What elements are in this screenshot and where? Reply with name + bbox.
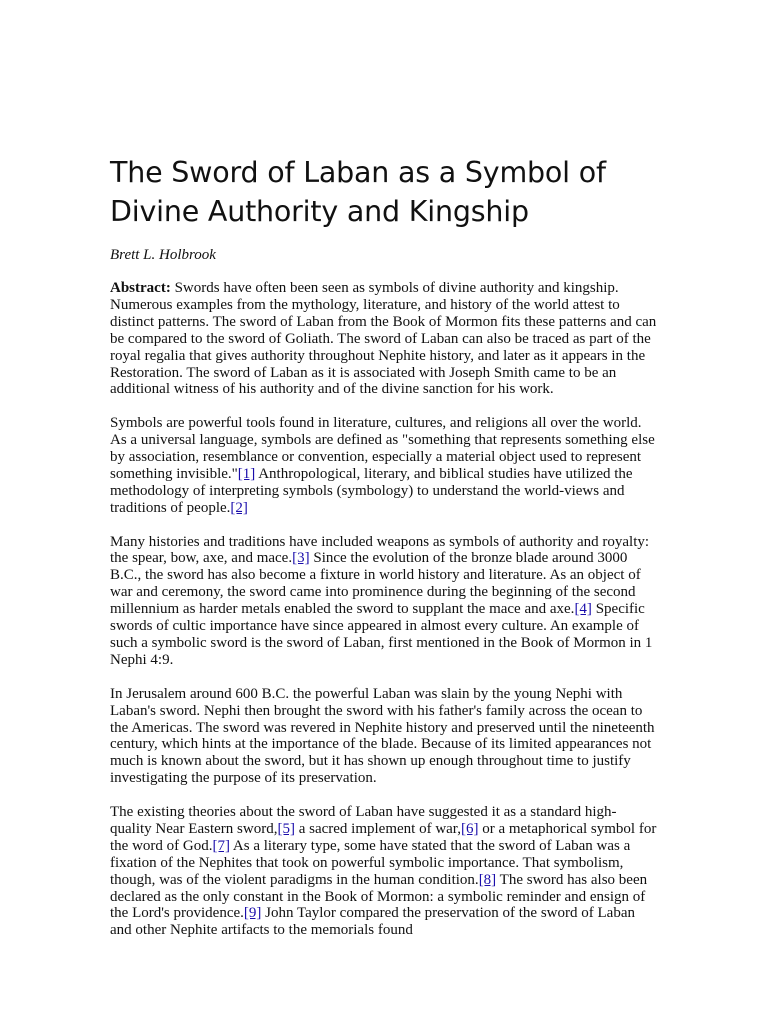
abstract-label: Abstract: (110, 280, 171, 296)
body-paragraph-3 (110, 686, 658, 787)
footnote-link-5[interactable]: [5] (277, 820, 295, 837)
abstract-text: Swords have often been seen as symbols of divine authority and kingship. Numerous examples from the mythology, literature, and history of the world attest to distinct patterns. The sword of Laban from the Book of Mormon fits these patterns and can be compared to the sword of Goliath. The sword of Laban can also be traced as part of the royal regalia that gives authority throughout Nephite history, and later as it appears in the Restoration. The sword of Laban as it is associated with Joseph Smith came to be an additional witness of his authority and of the divine sanction for his work. (110, 280, 657, 398)
footnote-link-9[interactable]: [9] (243, 905, 262, 922)
paragraph-text: The sword has also been declared as the only constant in the Book of Mormon: a symbolic reminder and ensign of the Lord's providence. (110, 871, 648, 922)
footnote-link-8[interactable]: [8] (478, 871, 497, 888)
footnote-link-2[interactable]: [2] (230, 499, 248, 516)
abstract-paragraph (110, 280, 658, 398)
paragraph-text: a sacred implement of war, (294, 820, 461, 837)
footnote-link-4[interactable]: [4] (574, 601, 592, 618)
paragraph-text: John Taylor compared the preservation of the sword of Laban and other Nephite artifacts to the memorials found (110, 905, 635, 939)
footnote-link-6[interactable]: [6] (460, 820, 479, 837)
body-paragraph-2 (110, 534, 658, 669)
paragraph-text: Specific swords of cultic importance have since appeared in almost every culture. An example of such a symbolic sword is the sword of Laban, first mentioned in the Book of Mormon in 1 Nephi 4:9. (110, 601, 653, 668)
paragraph-text: or a metaphorical symbol for the word of God. (110, 820, 657, 854)
author-name: Brett L. Holbrook (110, 247, 216, 263)
footnote-link-7[interactable]: [7] (212, 837, 230, 854)
paragraph-text: The existing theories about the sword of Laban have suggested it as a standard high-quality Near Eastern sword, (110, 804, 617, 837)
footnote-link-3[interactable]: [3] (292, 550, 310, 567)
footnote-link-1[interactable]: [1] (237, 465, 256, 482)
body-paragraph-1 (110, 415, 658, 516)
paragraph-text: Many histories and traditions have included weapons as symbols of authority and royalty: the spear, bow, axe, and mace. (110, 533, 650, 567)
paragraph-text: As a literary type, some have stated that the sword of Laban was a fixation of the Nephites that took on powerful symbolic importance. That symbolism, though, was of the violent paradigms in the human condition. (110, 837, 631, 888)
paragraph-text: In Jerusalem around 600 B.C. the powerful Laban was slain by the young Nephi with Laban's sword. Nephi then brought the sword with his father's family across the ocean to the Americas. The sword was revered in Nephite history and preserved until the nineteenth century, which hints at the importance of the blade. Because of its limited appearances not much is known about the sword, but it has shown up enough throughout time to justify investigating the purpose of its preservation. (110, 685, 655, 787)
document-title: The Sword of Laban as a Symbol of Divine Authority and Kingship (110, 156, 606, 228)
document-page (110, 0, 658, 1024)
paragraph-text: Since the evolution of the bronze blade around 3000 B.C., the sword has also become a fixture in world history and literature. As an object of war and ceremony, the sword came into prominence during the beginning of the second millennium as harder metals enabled the sword to supplant the mace and axe. (110, 550, 641, 618)
body-paragraph-4 (110, 804, 658, 939)
document-body (110, 280, 658, 956)
paragraph-text: Anthropological, literary, and biblical studies have utilized the methodology of interpreting symbols (symbology) to understand the world-views and traditions of people. (110, 465, 633, 516)
paragraph-text: Symbols are powerful tools found in literature, cultures, and religions all over the world. As a universal language, symbols are defined as "something that represents something else by association, resemblance or convention, especially a material object used to represent something invisible." (110, 415, 655, 482)
